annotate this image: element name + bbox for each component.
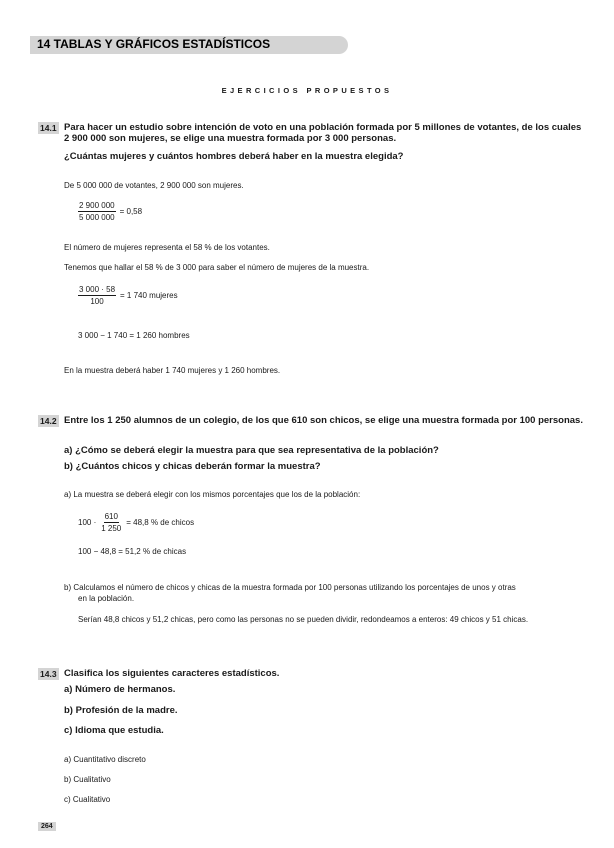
answer-line: En la muestra deberá haber 1 740 mujeres y 1 260 hombres. bbox=[64, 366, 281, 375]
fraction-prefix: 100 · bbox=[78, 518, 97, 527]
chapter-header bbox=[30, 36, 348, 54]
answer-line: a) Cuantitativo discreto bbox=[64, 755, 146, 764]
section-title: EJERCICIOS PROPUESTOS bbox=[221, 86, 393, 95]
exercise-question: Entre los 1 250 alumnos de un colegio, de los que 610 son chicos, se elige una muestra formada por 100 personas. bbox=[64, 415, 583, 426]
answer-line: en la población. bbox=[78, 594, 135, 603]
fraction-denominator: 100 bbox=[90, 297, 104, 306]
chapter-title: 14 TABLAS Y GRÁFICOS ESTADÍSTICOS bbox=[37, 37, 271, 51]
exercise-subquestion-a: a) Número de hermanos. bbox=[64, 684, 176, 695]
fraction-result: = 1 740 mujeres bbox=[120, 291, 178, 300]
fraction bbox=[78, 512, 194, 533]
fraction-numerator: 610 bbox=[104, 512, 118, 521]
fraction-result: = 0,58 bbox=[119, 207, 143, 216]
answer-line: b) Calculamos el número de chicos y chicas de la muestra formada por 100 personas utilizando los porcentajes de unos y otras bbox=[64, 583, 516, 592]
exercise-subquestion-c: c) Idioma que estudia. bbox=[64, 725, 164, 736]
exercise-question-2: ¿Cuántas mujeres y cuántos hombres deberá haber en la muestra elegida? bbox=[64, 151, 404, 162]
page-number: 264 bbox=[38, 822, 56, 831]
exercise-subquestion-b: b) Profesión de la madre. bbox=[64, 705, 178, 716]
exercise-number: 14.2 bbox=[40, 416, 57, 426]
fraction bbox=[78, 201, 142, 222]
answer-line: a) La muestra se deberá elegir con los mismos porcentajes que los de la población: bbox=[64, 490, 361, 499]
answer-line: 3 000 − 1 740 = 1 260 hombres bbox=[78, 331, 190, 340]
exercise-number: 14.3 bbox=[40, 669, 57, 679]
fraction-result: = 48,8 % de chicos bbox=[126, 518, 195, 527]
fraction-numerator: 3 000 · 58 bbox=[79, 285, 116, 294]
answer-line: b) Cualitativo bbox=[64, 775, 111, 784]
fraction-denominator: 5 000 000 bbox=[79, 213, 115, 222]
answer-line: De 5 000 000 de votantes, 2 900 000 son mujeres. bbox=[64, 181, 244, 190]
answer-line: c) Cualitativo bbox=[64, 795, 111, 804]
answer-line: El número de mujeres representa el 58 % de los votantes. bbox=[64, 243, 270, 252]
exercise-question: Clasifica los siguientes caracteres estadísticos. bbox=[64, 668, 280, 679]
fraction-numerator: 2 900 000 bbox=[79, 201, 115, 210]
exercise-subquestion-a: a) ¿Cómo se deberá elegir la muestra para que sea representativa de la población? bbox=[64, 445, 439, 456]
answer-line: Tenemos que hallar el 58 % de 3 000 para saber el número de mujeres de la muestra. bbox=[64, 263, 370, 272]
exercise-question: Para hacer un estudio sobre intención de voto en una población formada por 5 millones de votantes, de los cuales 2 900 000 son mujeres, se elige una muestra formada por 3 000 personas. bbox=[64, 122, 582, 144]
answer-line: Serían 48,8 chicos y 51,2 chicas, pero como las personas no se pueden dividir, redondeamos a enteros: 49 chicos y 51 chicas. bbox=[78, 615, 529, 624]
fraction bbox=[78, 285, 178, 306]
fraction-denominator: 1 250 bbox=[101, 524, 122, 533]
exercise-number: 14.1 bbox=[40, 123, 57, 133]
exercise-subquestion-b: b) ¿Cuántos chicos y chicas deberán formar la muestra? bbox=[64, 461, 321, 472]
answer-line: 100 − 48,8 = 51,2 % de chicas bbox=[78, 547, 187, 556]
